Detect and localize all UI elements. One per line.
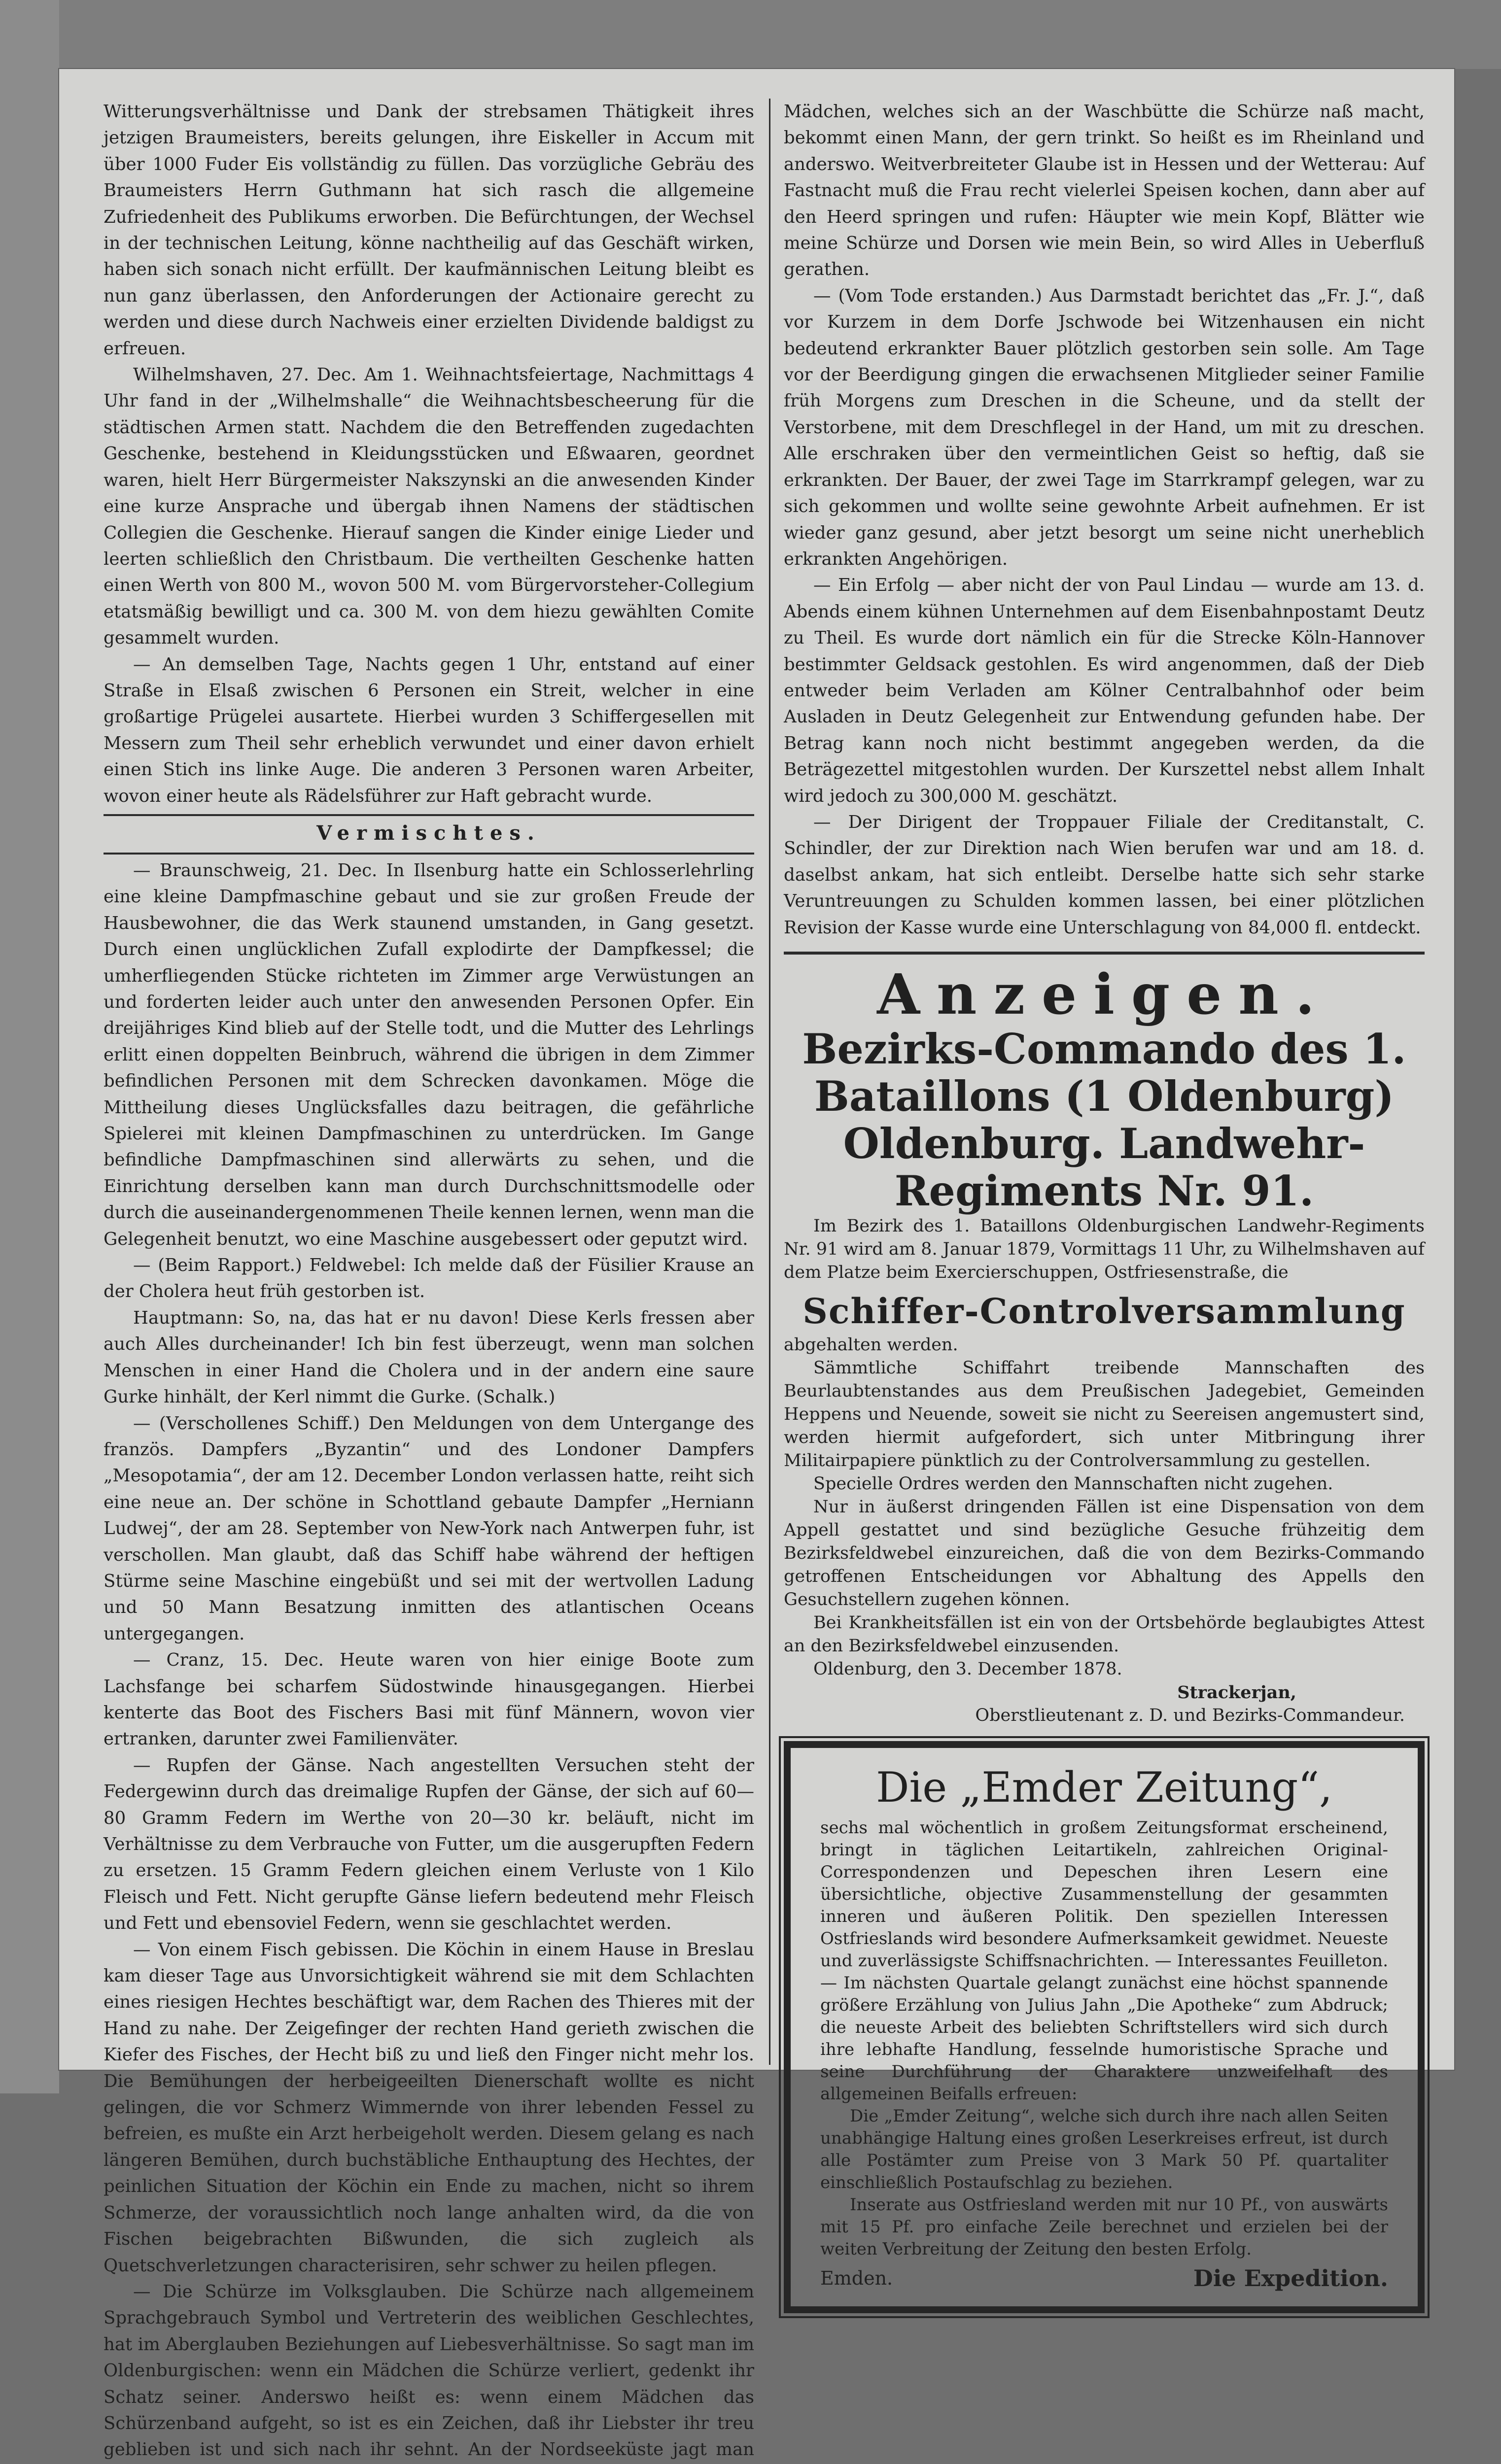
command-ad-event-title: Schiffer-Controlversammlung [803,1291,1406,1332]
emder-zeitung-title: Die „Emder Zeitung“, [876,1763,1332,1812]
command-ad-held: abgehalten werden. [784,1335,958,1355]
article-brawl: — An demselben Tage, Nachts gegen 1 Uhr, entstand auf einer Straße in Elsaß zwischen 6 Personen ein Streit, welcher in eine großartige Prügelei ausartete. Hierbei wurden 3 Schiffergesellen mit Messern zum Theil sehr erheblich verwundet und einer davon erhielt einen Stich ins linke Auge. Die anderen 3 Personen waren Arbeiter, wovon einer heute als Rädelsführer zur Haft gebracht wurde. [104,654,754,806]
article-geese: — Rupfen der Gänse. Nach angestellten Versuchen steht der Federgewinn durch das dreimalige Rupfen der Gänse, der sich auf 60—80 Gramm Federn im Werthe von 20—30 kr. beläuft, nicht im Verhältnisse zu dem Verbrauche von Futter, um die ausgerupften Federn zu ersetzen. 15 Gramm Federn gleichen einem Verluste von 1 Kilo Fleisch und Fett. Nicht gerupfte Gänse liefern bedeutend mehr Fleisch und Fett und ebensoviel Federn, wenn sie geschlachtet werden. [104,1755,754,1934]
command-ad-intro: Im Bezirk des 1. Bataillons Oldenburgischen Landwehr-Regiments Nr. 91 wird am 8. Januar 1879, Vormittags 11 Uhr, zu Wilhelmshaven auf dem Platze beim Exercierschuppen, Ostfriesenstraße, die [784,1216,1425,1282]
command-ad-orders: Specielle Ordres werden den Mannschaften nicht zugehen. [813,1474,1333,1494]
article-apron-cont: Mädchen, welches sich an der Waschbütte die Schürze naß macht, bekommt einen Mann, der gern trinkt. So heißt es im Rheinland und anderswo. Weitverbreiteter Glaube ist in Hessen und der Wetterau: Auf Fastnacht muß die Frau recht vielerlei Speisen kochen, dann aber auf den Heerd springen und rufen: Häupter wie mein Kopf, Blätter wie meine Schürze und Dorsen wie mein Bein, so wird Alles in Ueberfluß gerathen. [784,102,1425,280]
command-ad-dispensation: Nur in äußerst dringenden Fällen ist eine Dispensation von dem Appell gestattet und sind bezügliche Gesuche frühzeitig dem Bezirksfeldwebel einzureichen, daß die von dem Bezirks-Commando getroffenen Entscheidungen vor Abhaltung des Appells den Gesuchstellern zugehen können. [784,1497,1425,1609]
command-ad-heading: Bezirks-Commando des 1. Bataillons (1 Oldenburg) Oldenburg. Landwehr-Regiments Nr. 91. [802,1025,1406,1215]
emder-zeitung-signature: Die Expedition. [1193,2265,1388,2292]
section-heading-vermischtes: Vermischtes. [316,821,541,845]
scan-top-background [0,0,1501,69]
article-rapport-cont: Hauptmann: So, na, das hat er nu davon! Diese Kerls fressen aber auch Alles durcheinander! Ich bin fest überzeugt, wenn man solchen Menschen in einer Hand die Cholera und in der andern eine saure Gurke hinhält, der Kerl nimmt die Gurke. (Schalk.) [104,1307,754,1407]
command-ad-signature-title: Oberstlieutenant z. D. und Bezirks-Commandeur. [975,1706,1405,1725]
article-deutz-theft: — Ein Erfolg — aber nicht der von Paul Lindau — wurde am 13. d. Abends einem kühnen Unternehmen auf dem Eisenbahnpostamt Deutz zu Theil. Es wurde dort nämlich ein für die Strecke Köln-Hannover bestimmter Geldsack gestohlen. Es wird angenommen, daß der Dieb entweder beim Verladen am Kölner Centralbahnhof oder beim Ausladen in Deutz Gelegenheit zur Entwendung gefunden habe. Der Betrag kann noch nicht bestimmt angegeben werden, da die Beträgezettel mitgestohlen wurden. Der Kurszettel nebst allem Inhalt wird jedoch zu 300,000 M. geschätzt. [784,575,1425,806]
article-brewery-end: Witterungsverhältnisse und Dank der strebsamen Thätigkeit ihres jetzigen Braumeisters, bereits gelungen, ihre Eiskeller in Accum mit über 1000 Fuder Eis vollständig zu füllen. Das vorzügliche Gebräu des Braumeisters Herrn Guthmann hat sich rasch die allgemeine Zufriedenheit des Publikums erworben. Die Befürchtungen, der Wechsel in der technischen Leitung, könne nachtheilig auf das Geschäft wirken, haben sich sonach nicht erfüllt. Der kaufmännischen Leitung bleibt es nun ganz überlassen, den Anforderungen der Actionaire gerecht zu werden und diese durch Nachweis einer erzielten Dividende baldigst zu erfreuen. [104,102,754,359]
emder-zeitung-body [820,1817,1388,2260]
article-fish-bite: — Von einem Fisch gebissen. Die Köchin in einem Hause in Breslau kam dieser Tage aus Unvorsichtigkeit während sie mit dem Schlachten eines riesigen Hechtes beschäftigt war, dem Rachen des Thieres mit der Hand zu nahe. Der Zeigefinger der rechten Hand gerieth zwischen die Kiefer des Fisches, der Hecht biß zu und ließ den Finger nicht mehr los. Die Bemühungen der herbeigeeilten Dienerschaft wollte es nicht gelingen, die vor Schmerz Wimmernde von ihrer lebenden Fessel zu befreien, es mußte ein Arzt herbeigeholt werden. Diesem gelang es nach längeren Bemühen, durch buchstäbliche Enthauptung des Hechtes, der peinlichen Situation der Köchin ein Ende zu machen, nicht so ihrem Schmerze, der voraussichtlich noch lange anhalten wird, da die von Fischen beigebrachten Bißwunden, die sich zugleich als Quetschverletzungen characterisiren, sehr schwer zu heilen pflegen. [104,1939,754,2276]
emder-zeitung-place: Emden. [820,2267,893,2289]
article-wilhelmshaven: Wilhelmshaven, 27. Dec. Am 1. Weihnachtsfeiertage, Nachmittags 4 Uhr fand in der „Wilhelmshalle“ die Weihnachtsbescheerung für die städtischen Armen statt. Nachdem die den Betreffenden zugedachten Geschenke, bestehend in Kleidungsstücken und Eßwaaren, geordnet waren, hielt Herr Bürgermeister Nakszynski an die anwesenden Kinder eine kurze Ansprache und übergab ihnen Namens der städtischen Collegien die Geschenke. Hierauf sangen die Kinder einige Lieder und leerten schließlich den Christbaum. Die vertheilten Geschenke hatten einen Werth von 800 M., wovon 500 M. vom Bürgervorsteher-Collegium etatsmäßig bewilligt und ca. 300 M. von dem hiezu gewählten Comite gesammelt wurden. [104,365,754,649]
section-divider [104,814,754,816]
emder-zeitung-intro: sechs mal wöchentlich in großem Zeitungsformat erscheinend, bringt in täglichen Leitartikeln, zahlreichen Original-Correspondenzen und Depeschen ihren Lesern eine übersichtliche, objective Zusammenstellung der gesammten inneren und äußeren Politik. Den speziellen Interessen Ostfrieslands wird besondere Aufmerksamkeit gewidmet. Neueste und zuverlässigste Schiffsnachrichten. — Interessantes Feuilleton. — Im nächsten Quartale gelangt zunächst eine höchst spannende größere Erzählung von Julius Jahn „Die Apotheke“ zum Abdruck; die neueste Arbeit des beliebten Schriftstellers wird sich durch ihre lebhafte Handlung, fesselnde humoristische Sprache und seine Durchführung der Charaktere unzweifelhaft des allgemeinen Beifalls erfreuen: [820,1818,1388,2104]
command-ad-date: Oldenburg, den 3. December 1878. [813,1659,1122,1679]
article-missing-ship: — (Verschollenes Schiff.) Den Meldungen von dem Untergange des französ. Dampfers „Byzantin“ und des Londoner Dampfers „Mesopotamia“, der am 12. December London verlassen hatte, reiht sich eine neue an. Der schöne in Schottland gebaute Dampfer „Herniann Ludwej“, der am 28. September von New-York nach Antwerpen fuhr, ist verschollen. Man glaubt, daß das Schiff habe während der heftigen Stürme seine Maschine eingebüßt und sei mit der wertvollen Ladung und 50 Mann Besatzung inmitten des atlantischen Oceans untergegangen. [104,1413,754,1644]
article-rapport: — (Beim Rapport.) Feldwebel: Ich melde daß der Füsilier Krause an der Cholera heut früh gestorben ist. [104,1255,754,1302]
ads-divider [784,952,1425,955]
emder-zeitung-ad [784,1741,1425,2313]
left-column [104,99,754,2464]
article-troppau: — Der Dirigent der Troppauer Filiale der Creditanstalt, C. Schindler, der zur Direktion nach Wien berufen war und am 18. d. daselbst ankam, hat sich entleibt. Derselbe hatte sich sehr starke Veruntreuungen zu Schulden kommen lassen, bei einer plötzlichen Revision der Kasse wurde eine Unterschlagung von 84,000 fl. entdeckt. [784,812,1425,938]
article-risen-from-dead: — (Vom Tode erstanden.) Aus Darmstadt berichtet das „Fr. J.“, daß vor Kurzem in dem Dorfe Jschwode bei Witzenhausen ein nicht bedeutend erkrankter Bauer plötzlich gestorben sein solle. Am Tage vor der Beerdigung gingen die erwachsenen Mitglieder seiner Familie früh Morgens zum Dreschen in die Scheune, und da stellt der Verstorbene, mit dem Dreschflegel in der Hand, um mit zu dreschen. Alle erschraken über den vermeintlichen Geist so heftig, daß sie erkrankten. Der Bauer, der zwei Tage im Starrkrampf gelegen, war zu sich gekommen und wollte seine gewohnte Arbeit aufnehmen. Er ist wieder ganz gesund, aber jetzt besorgt um seine nicht unerheblich erkrankten Angehörigen. [784,285,1425,569]
emder-zeitung-footer [820,2265,1388,2292]
newspaper-page [59,69,1454,2460]
column-rule [769,99,770,2065]
emder-zeitung-inserate: Inserate aus Ostfriesland werden mit nur 10 Pf., von auswärts mit 15 Pf. pro einfache Zeile berechnet und erzielen bei der weiten Verbreitung der Zeitung den besten Erfolg. [820,2195,1388,2259]
article-cranz: — Cranz, 15. Dec. Heute waren von hier einige Boote zum Lachsfange bei scharfem Südostwinde hinausgegangen. Hierbei kenterte das Boot des Fischers Basi mit fünf Männern, wovon vier ertranken, darunter zwei Familienväter. [104,1650,754,1749]
article-apron: — Die Schürze im Volksglauben. Die Schürze nach allgemeinem Sprachgebrauch Symbol und Vertreterin des weiblichen Geschlechtes, hat im Aberglauben Beziehungen auf Liebesverhältnisse. So sagt man im Oldenburgischen: wenn ein Mädchen die Schürze verliert, gedenkt ihr Schatz seiner. Anderswo heißt es: wenn einem Mädchen das Schürzenband aufgeht, so ist es ein Zeichen, daß ihr Liebster ihr treu geblieben ist und sich nach ihr sehnt. An der Nordseeküste jagt man [104,2281,754,2460]
right-column [784,99,1425,2313]
command-ad-summons: Sämmtliche Schiffahrt treibende Mannschaften des Beurlaubtenstandes aus dem Preußischen Jadegebiet, Gemeinden Heppens und Neuende, soweit sie nicht zu Seereisen angemustert sind, werden hiermit aufgefordert, sich unter Mitbringung ihrer Militairpapiere pünktlich zu der Controlversammlung zu gestellen. [784,1358,1425,1471]
command-ad [784,1215,1425,1727]
command-ad-signature: Strackerjan, [1177,1682,1296,1703]
command-ad-illness: Bei Krankheitsfällen ist ein von der Ortsbehörde beglaubigtes Attest an den Bezirksfeldwebel einzusenden. [784,1613,1425,1656]
emder-zeitung-price: Die „Emder Zeitung“, welche sich durch ihre nach allen Seiten unabhängige Haltung eines großen Leserkreises erfreut, ist durch alle Postämter zum Preise von 3 Mark 50 Pf. quartaliter einschließlich Postaufschlag zu beziehen. [820,2106,1388,2192]
article-braunschweig: — Braunschweig, 21. Dec. In Ilsenburg hatte ein Schlosserlehrling eine kleine Dampfmaschine gebaut und sie zur großen Freude der Hausbewohner, die das Werk staunend umstanden, in Gang gesetzt. Durch einen unglücklichen Zufall explodirte der Dampfkessel; die umherfliegenden Stücke richteten im Zimmer arge Verwüstungen an und forderten leider auch unter den anwesenden Personen Opfer. Ein dreijähriges Kind blieb auf der Stelle todt, und die Mutter des Lehrlings erlitt einen doppelten Beinbruch, während die übrigen in dem Zimmer befindlichen Personen mit dem Schrecken davonkamen. Möge die Mittheilung dieses Unglücksfalles dazu beitragen, die gefährliche Spielerei mit kleinen Dampfmaschinen zu unterdrücken. Im Gange befindliche Dampfmaschinen sind allerwärts zu sehen, und die Einrichtung derselben kann man durch Durchschnittsmodelle oder durch die auseinandergenommenen Theile kennen lernen, wenn man die Gelegenheit benutzt, wo eine Maschine ausgebessert oder geputzt wird. [104,860,754,1249]
ads-heading: Anzeigen. [877,962,1331,1027]
section-divider-bottom [104,853,754,855]
scan-left-background [0,0,59,2093]
